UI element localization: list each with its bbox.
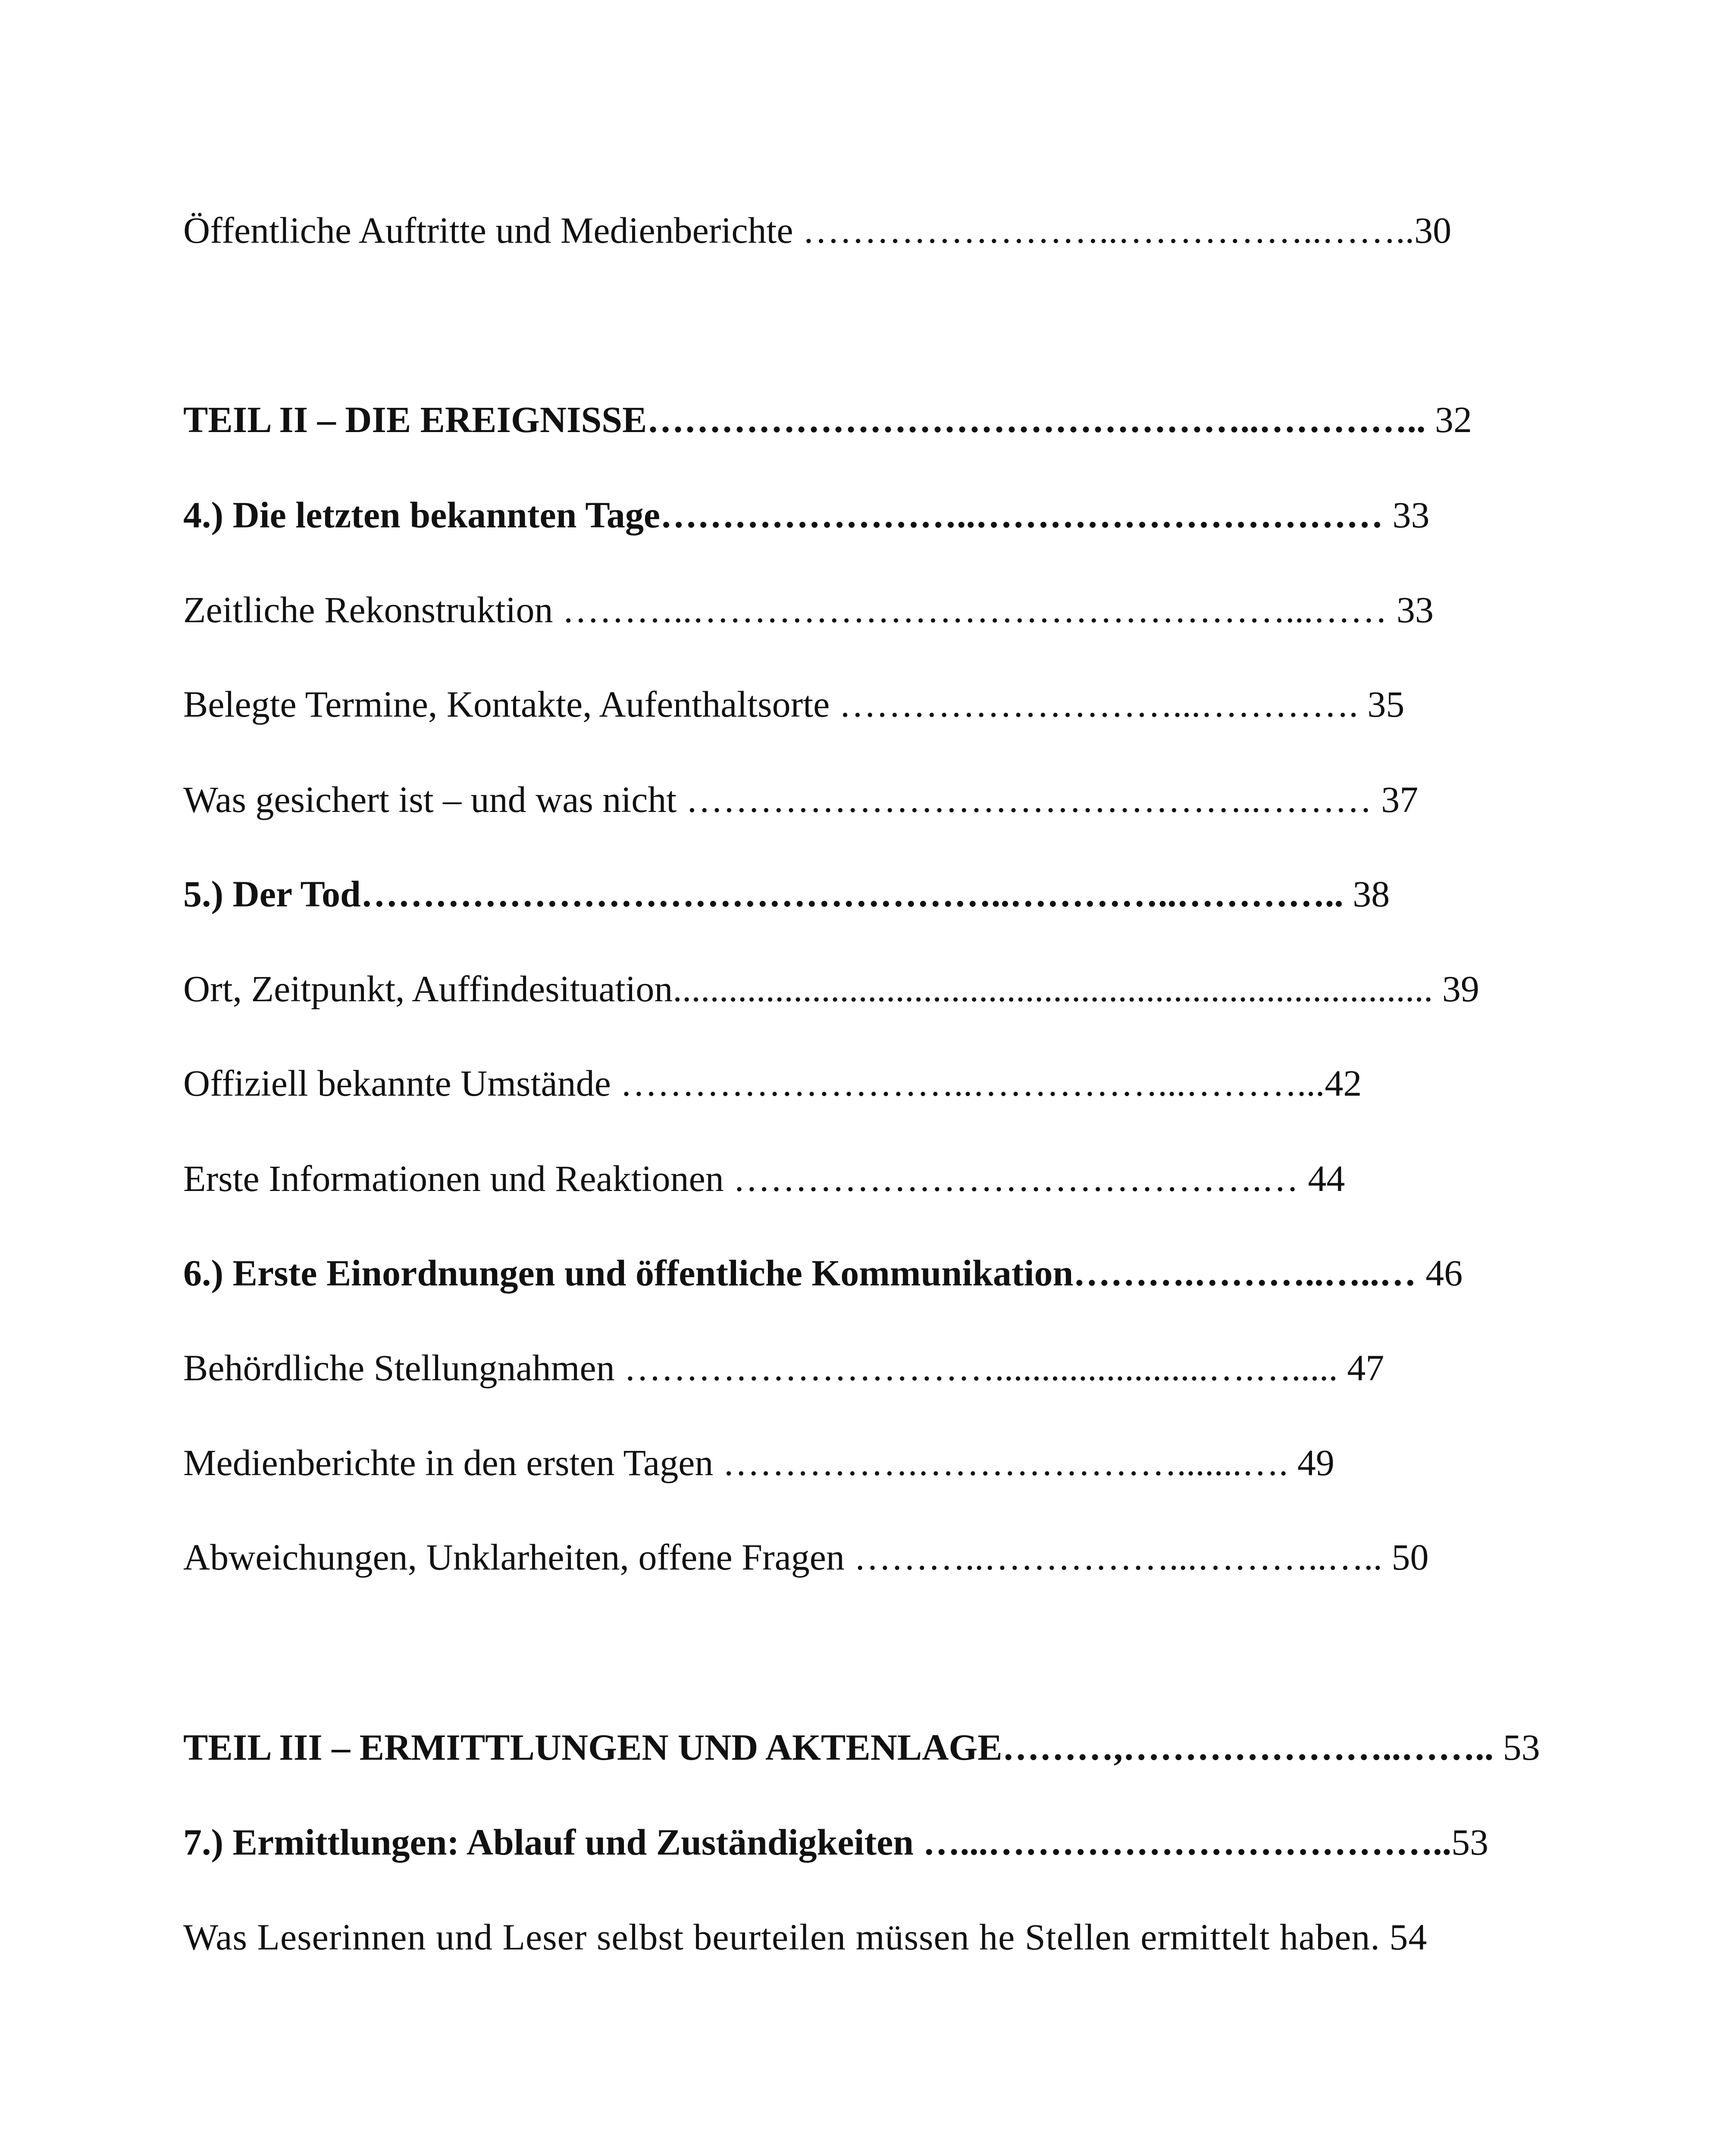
toc-entry-title: Medienberichte in den ersten Tagen [183, 1442, 723, 1483]
toc-chapter-heading [183, 491, 1524, 539]
toc-entry-title: Was gesichert ist – und was nicht [183, 779, 686, 820]
toc-page-number: 42 [1325, 1062, 1362, 1104]
toc-entry [183, 1155, 1524, 1202]
toc-leader-dots: …...……………………………….. [923, 1821, 1452, 1863]
toc-leader-dots: ………..…………………………………………...…… [562, 589, 1397, 630]
toc-leader-dots: ………………………………………..……… [686, 779, 1381, 820]
toc-entry-title: Offiziell bekannte Umstände [183, 1062, 620, 1104]
toc-entry [183, 1059, 1524, 1107]
toc-entry [183, 776, 1524, 823]
toc-entry-title: Behördliche Stellungnahmen [183, 1347, 624, 1388]
toc-chapter-heading [183, 1818, 1524, 1866]
toc-part-heading [183, 1724, 1540, 1771]
toc-entry-title: TEIL II – DIE EREIGNISSE [183, 399, 647, 440]
toc-entry-title: 6.) Erste Einordnungen und öffentliche Kommunikation [183, 1252, 1074, 1294]
toc-page-number: 38 [1353, 873, 1390, 915]
toc-page-number: 33 [1392, 494, 1430, 536]
toc-leader-dots: ………………………..……………...………... [620, 1062, 1325, 1104]
toc-entry-title: 4.) Die letzten bekannten Tage [183, 494, 661, 536]
toc-entry-title: Abweichungen, Unklarheiten, offene Fragen [183, 1536, 854, 1578]
toc-page-number: 53 [1503, 1727, 1540, 1768]
toc-entry-title: 5.) Der Tod [183, 873, 361, 915]
toc-page-number: 30 [1414, 210, 1452, 251]
toc-entry-title: TEIL III – ERMITTLUNGEN UND AKTENLAGE [183, 1727, 1002, 1768]
toc-leader-dots: …………….………………….......…. [722, 1442, 1297, 1483]
toc-page-number: 39 [1442, 968, 1479, 1009]
toc-entry [183, 586, 1524, 633]
toc-page-number: 49 [1297, 1442, 1334, 1483]
toc-chapter-heading [183, 1249, 1524, 1297]
toc-leader-dots [1380, 1916, 1390, 1958]
toc-leader-dots: ………………………...…………. [839, 683, 1368, 725]
toc-leader-dots: ………,…………………..…….. [1002, 1727, 1503, 1768]
toc-leader-dots: …………………………………………..………….. [647, 399, 1435, 440]
toc-entry [183, 207, 1524, 254]
toc-entry-title: Was Leserinnen und Leser selbst beurteilen müssen he Stellen ermittelt haben. [183, 1916, 1380, 1958]
toc-entry [183, 1533, 1524, 1581]
toc-page-number: 47 [1347, 1347, 1384, 1388]
toc-leader-dots: ………………………….......................….…..... [624, 1347, 1347, 1388]
toc-entry [183, 965, 1524, 1012]
toc-leader-dots: ……………………………………………..…………..………….. [360, 873, 1353, 915]
toc-page-number: 32 [1434, 399, 1472, 440]
toc-page-number: 35 [1367, 683, 1405, 725]
toc-page-number: 46 [1425, 1252, 1463, 1294]
toc-chapter-heading [183, 870, 1524, 918]
toc-leader-dots: ……………………..…………………………… [660, 494, 1393, 536]
toc-entry-title: Belegte Termine, Kontakte, Aufenthaltsorte [183, 683, 839, 725]
toc-leader-dots: .................................................................................. [673, 968, 1442, 1009]
toc-entry-title: Zeitliche Rekonstruktion [183, 589, 562, 630]
toc-entry [183, 1344, 1524, 1391]
toc-page-number: 50 [1391, 1536, 1429, 1578]
toc-leader-dots: ……….………..…..… [1073, 1252, 1426, 1294]
toc-leader-dots: …………………………………….… [733, 1158, 1308, 1199]
toc-page-number: 54 [1389, 1916, 1428, 1958]
toc-leader-dots: ……………………..……………..…….. [802, 210, 1415, 251]
toc-entry-title: Erste Informationen und Reaktionen [183, 1158, 733, 1199]
toc-entry [183, 680, 1524, 728]
toc-page-number: 37 [1381, 779, 1419, 820]
toc-entry [183, 1439, 1524, 1486]
toc-part-heading [183, 396, 1524, 443]
toc-entry-title: Öffentliche Auftritte und Medienberichte [183, 210, 803, 251]
toc-page-number: 44 [1308, 1158, 1345, 1199]
toc-leader-dots: ………..……………...………..….. [854, 1536, 1392, 1578]
toc-page-number: 33 [1396, 589, 1434, 630]
toc-page-number: 53 [1451, 1821, 1489, 1863]
toc-entry-title: Ort, Zeitpunkt, Auffindesituation [183, 968, 673, 1009]
toc-entry-title: 7.) Ermittlungen: Ablauf und Zuständigkeiten [183, 1821, 923, 1863]
toc-entry [183, 1913, 1524, 1961]
